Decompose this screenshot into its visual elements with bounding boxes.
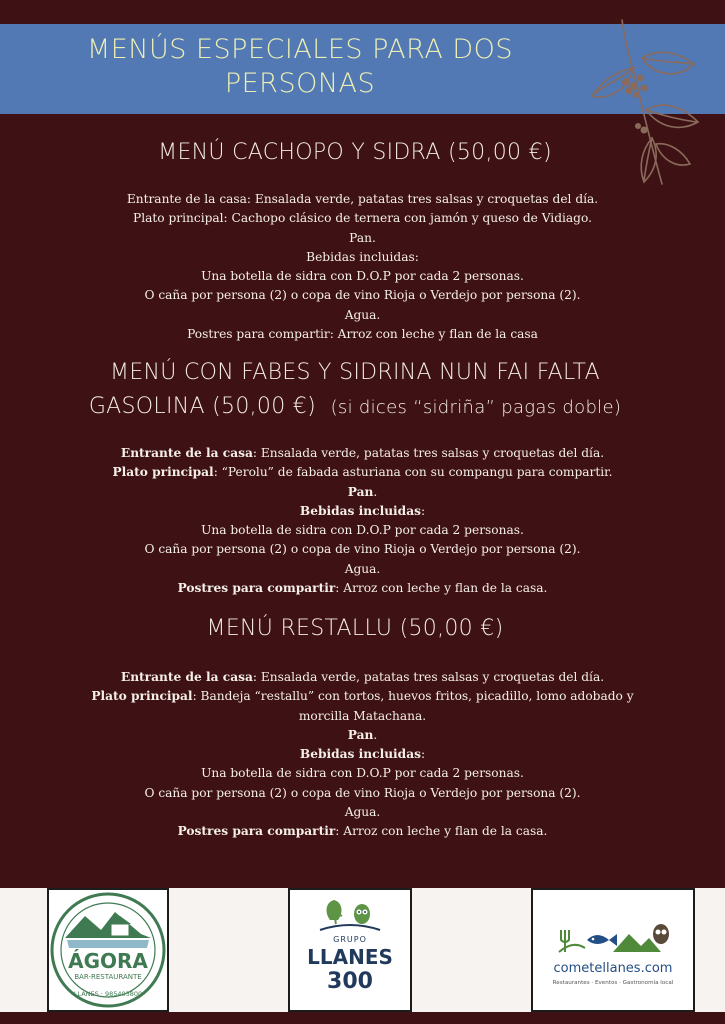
menu-1-line-cider: Una botella de sidra con D.O.P por cada 2 personas.	[201, 269, 524, 284]
agora-logo[interactable]	[47, 888, 169, 1012]
menu-3-title: MENÚ RESTALLU (50,00 €)	[206, 616, 504, 641]
menu-2-line-bread: Pan.	[347, 484, 378, 499]
menu-2-line-dessert: Postres para compartir: Arroz con leche y flan de la casa.	[177, 581, 548, 596]
menu-2-body	[40, 444, 685, 598]
menu-2-title-line1: MENÚ CON FABES Y SIDRINA NUN FAI FALTA	[110, 360, 600, 385]
page-title: MENÚS ESPECIALES PARA DOS PERSONAS	[86, 34, 514, 99]
footer-bottom-strip	[0, 1012, 725, 1024]
menu-3-line-beer-wine: O caña por persona (2) o copa de vino Rioja o Verdejo por persona (2).	[144, 785, 581, 800]
menu-3-line-bread: Pan.	[347, 727, 378, 742]
menu-2-line-cider: Una botella de sidra con D.O.P por cada 2 personas.	[201, 523, 524, 538]
menu-3-line-cider: Una botella de sidra con D.O.P por cada 2 personas.	[201, 766, 524, 781]
menu-1-body	[40, 190, 685, 344]
menu-1-line-bread: Pan.	[349, 230, 376, 245]
agora-subtitle: BAR-RESTAURANTE	[74, 973, 142, 981]
menu-2-title-note: (si dices “sidriña” pagas doble)	[330, 397, 622, 418]
llanes300-line2: 300	[327, 969, 373, 994]
menu-3-line-water: Agua.	[344, 805, 381, 820]
menu-1-title: MENÚ CACHOPO Y SIDRA (50,00 €)	[158, 140, 552, 165]
agora-logo-graphic	[49, 890, 167, 1010]
llanes300-logo[interactable]	[288, 888, 412, 1012]
cometellanes-logo[interactable]	[531, 888, 695, 1012]
menu-2-line-water: Agua.	[344, 561, 381, 576]
cometellanes-logo-graphic	[533, 890, 693, 1010]
menu-2-title	[40, 356, 670, 425]
agora-ring-text: LLANES · 985403800	[73, 990, 143, 998]
menu-3-line-drinks: Bebidas incluidas:	[299, 747, 426, 762]
menu-3-body	[80, 668, 645, 842]
menu-3-line-main: Plato principal: Bandeja “restallu” con tortos, huevos fritos, picadillo, lomo adobado y morcilla Matachana.	[91, 689, 634, 723]
menu-2-line-drinks: Bebidas incluidas:	[299, 503, 426, 518]
llanes300-logo-graphic	[290, 890, 410, 1010]
llanes300-line1: LLANES	[307, 945, 393, 969]
cometellanes-tagline: Restaurantes · Eventos · Gastronomía local	[552, 980, 674, 986]
menu-3-line-starter: Entrante de la casa: Ensalada verde, patatas tres salsas y croquetas del día.	[120, 670, 605, 684]
llanes300-small: GRUPO	[333, 935, 367, 944]
menu-1-line-starter: Entrante de la casa: Ensalada verde, patatas tres salsas y croquetas del día.	[126, 192, 599, 206]
menu-2-title-line2: GASOLINA (50,00 €)	[88, 394, 316, 419]
footer	[0, 888, 725, 1012]
cometellanes-name: cometellanes.com	[553, 961, 673, 976]
agora-name: ÁGORA	[68, 949, 148, 973]
menu-1-line-beer-wine: O caña por persona (2) o copa de vino Rioja o Verdejo por persona (2).	[144, 288, 581, 303]
menu-1-line-drinks: Bebidas incluidas:	[306, 249, 419, 264]
menu-1-line-main: Plato principal: Cachopo clásico de ternera con jamón y queso de Vidiago.	[133, 211, 592, 226]
menu-2-line-main: Plato principal: “Perolu” de fabada asturiana con su compangu para compartir.	[112, 465, 613, 480]
menu-2-line-starter: Entrante de la casa: Ensalada verde, patatas tres salsas y croquetas del día.	[120, 446, 605, 460]
menu-2-line-beer-wine: O caña por persona (2) o copa de vino Rioja o Verdejo por persona (2).	[144, 542, 581, 557]
menu-1-line-water: Agua.	[344, 307, 381, 322]
menu-1-line-dessert: Postres para compartir: Arroz con leche y flan de la casa	[187, 327, 538, 342]
menu-3-line-dessert: Postres para compartir: Arroz con leche y flan de la casa.	[177, 824, 548, 839]
